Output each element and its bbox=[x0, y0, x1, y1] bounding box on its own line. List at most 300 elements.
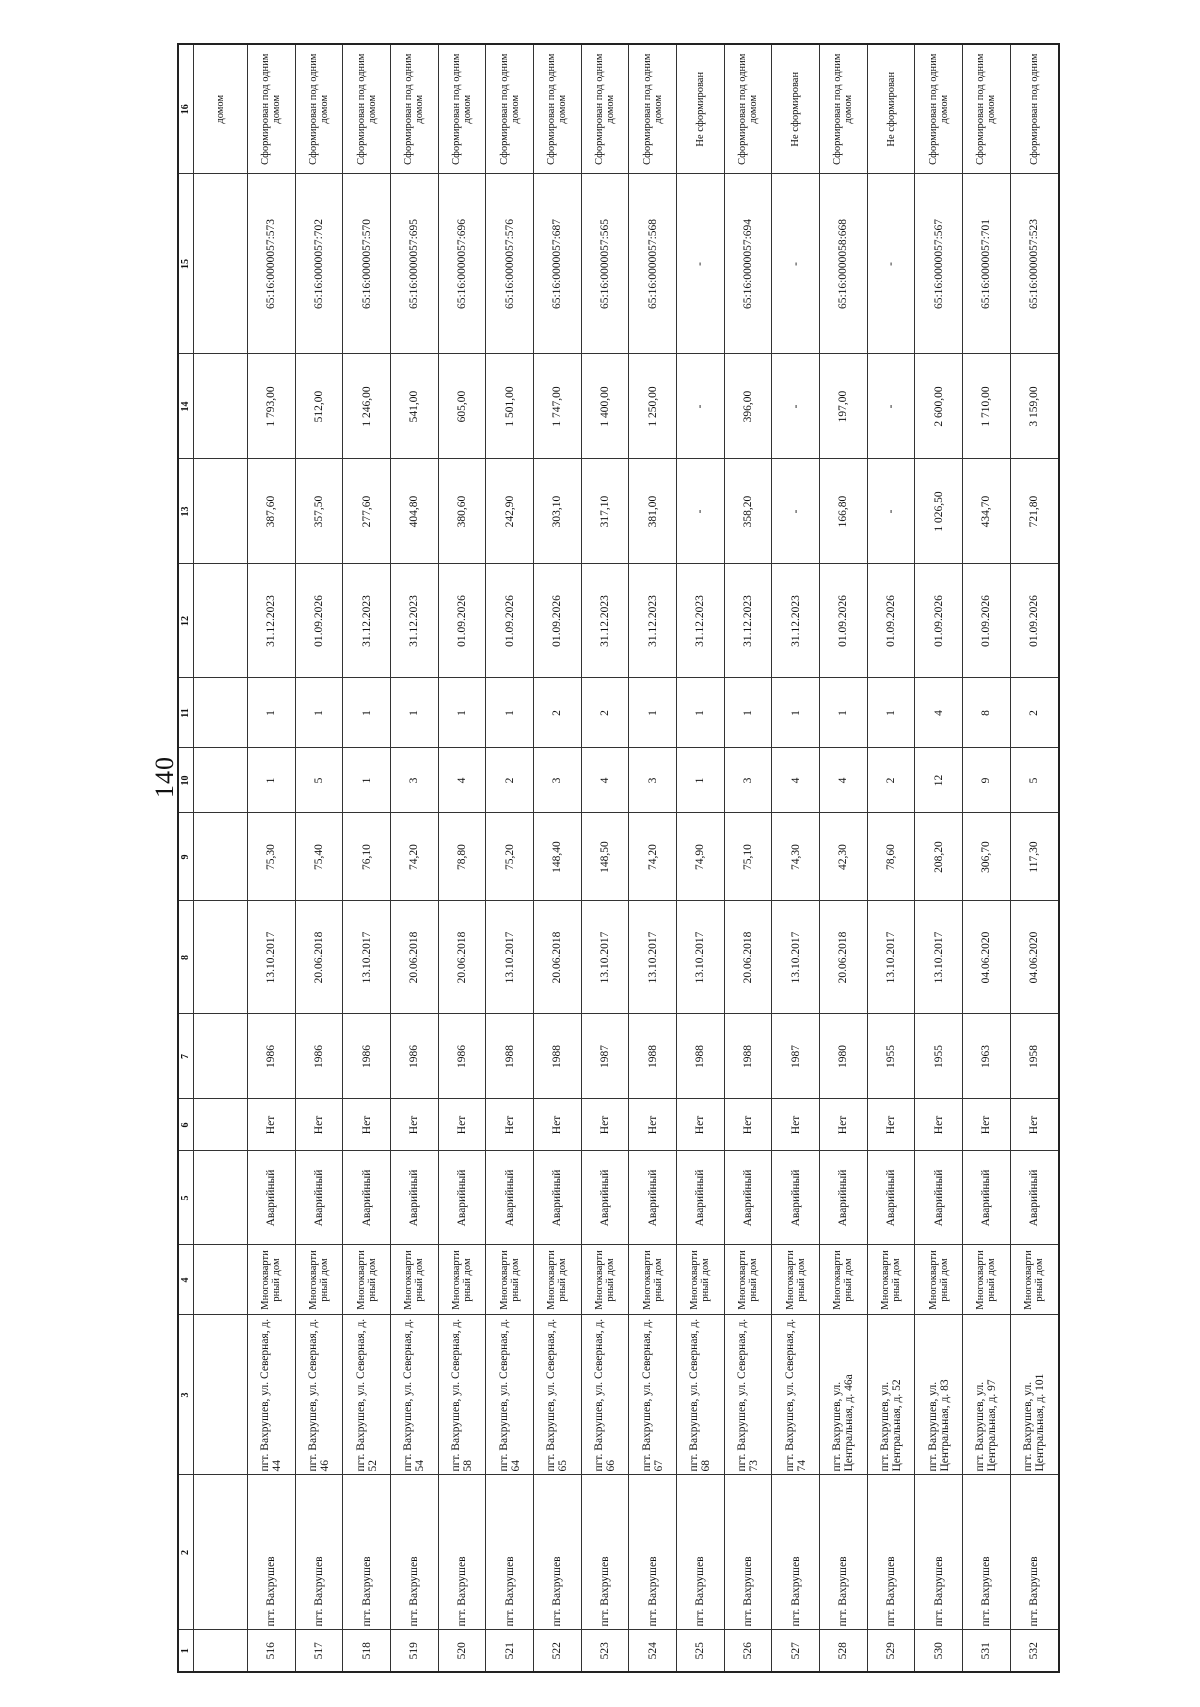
column-number-row bbox=[178, 44, 194, 1672]
land-area-cell: 541,00 bbox=[391, 354, 439, 459]
apartments-cell: 2 bbox=[534, 678, 582, 748]
cadastral-number-cell: 65:16:0000058:668 bbox=[820, 174, 868, 354]
address-cell: пгт. Вахрушев, ул. Центральная, д. 46а bbox=[820, 1315, 868, 1475]
column-number: 16 bbox=[178, 44, 194, 174]
year-cell: 1955 bbox=[867, 1014, 915, 1099]
row-number: 527 bbox=[772, 1630, 820, 1672]
column-number: 9 bbox=[178, 813, 194, 901]
building-type-cell: Многоквартирный дом bbox=[391, 1245, 439, 1315]
land-area-cell: - bbox=[867, 354, 915, 459]
year-cell: 1980 bbox=[820, 1014, 868, 1099]
apartments-cell: 1 bbox=[391, 678, 439, 748]
land-status-cell: Сформирован под одним домом bbox=[248, 44, 296, 174]
flag-cell: Нет bbox=[1010, 1099, 1059, 1151]
building-type-cell: Многоквартирный дом bbox=[915, 1245, 963, 1315]
residents-cell: 3 bbox=[534, 748, 582, 813]
continued-row bbox=[194, 44, 248, 1672]
row-number: 532 bbox=[1010, 1630, 1059, 1672]
date-cell: 20.06.2018 bbox=[534, 901, 582, 1014]
land-area-cell: 1 710,00 bbox=[963, 354, 1011, 459]
area-cell: 78,60 bbox=[867, 813, 915, 901]
address-cell: пгт. Вахрушев, ул. Северная, д. 68 bbox=[677, 1315, 725, 1475]
city-cell: пгт. Вахрушев bbox=[391, 1475, 439, 1630]
apartments-cell: 4 bbox=[915, 678, 963, 748]
flag-cell: Нет bbox=[867, 1099, 915, 1151]
condition-cell: Аварийный bbox=[867, 1151, 915, 1245]
city-cell: пгт. Вахрушев bbox=[915, 1475, 963, 1630]
address-cell: пгт. Вахрушев, ул. Северная, д. 58 bbox=[438, 1315, 486, 1475]
column-number: 14 bbox=[178, 354, 194, 459]
building-type-cell: Многоквартирный дом bbox=[867, 1245, 915, 1315]
table-row bbox=[391, 44, 439, 1672]
area-total-cell: 381,00 bbox=[629, 459, 677, 564]
row-number: 518 bbox=[343, 1630, 391, 1672]
apartments-cell: 2 bbox=[1010, 678, 1059, 748]
land-area-cell: - bbox=[772, 354, 820, 459]
building-type-cell: Многоквартирный дом bbox=[486, 1245, 534, 1315]
table-row bbox=[629, 44, 677, 1672]
date-cell: 04.06.2020 bbox=[1010, 901, 1059, 1014]
row-number: 522 bbox=[534, 1630, 582, 1672]
apartments-cell: 8 bbox=[963, 678, 1011, 748]
area-total-cell: 303,10 bbox=[534, 459, 582, 564]
condition-cell: Аварийный bbox=[677, 1151, 725, 1245]
residents-cell: 2 bbox=[867, 748, 915, 813]
address-cell: пгт. Вахрушев, ул. Центральная, д. 52 bbox=[867, 1315, 915, 1475]
area-cell: 148,50 bbox=[581, 813, 629, 901]
land-status-cell: Сформирован под одним домом bbox=[724, 44, 772, 174]
year-cell: 1958 bbox=[1010, 1014, 1059, 1099]
deadline-cell: 01.09.2026 bbox=[915, 564, 963, 678]
deadline-cell: 31.12.2023 bbox=[581, 564, 629, 678]
row-number: 520 bbox=[438, 1630, 486, 1672]
land-area-cell: 1 400,00 bbox=[581, 354, 629, 459]
cadastral-number-cell: 65:16:0000057:573 bbox=[248, 174, 296, 354]
land-area-cell: 3 159,00 bbox=[1010, 354, 1059, 459]
apartments-cell: 1 bbox=[295, 678, 343, 748]
flag-cell: Нет bbox=[629, 1099, 677, 1151]
land-status-cell: Сформирован под одним домом bbox=[343, 44, 391, 174]
area-cell: 75,20 bbox=[486, 813, 534, 901]
residents-cell: 1 bbox=[248, 748, 296, 813]
year-cell: 1955 bbox=[915, 1014, 963, 1099]
cadastral-number-cell: 65:16:0000057:523 bbox=[1010, 174, 1059, 354]
row-number: 516 bbox=[248, 1630, 296, 1672]
column-number: 1 bbox=[178, 1630, 194, 1672]
date-cell: 13.10.2017 bbox=[629, 901, 677, 1014]
flag-cell: Нет bbox=[534, 1099, 582, 1151]
cadastral-number-cell: 65:16:0000057:687 bbox=[534, 174, 582, 354]
land-status-cell: Сформирован под одним домом bbox=[820, 44, 868, 174]
column-number: 8 bbox=[178, 901, 194, 1014]
land-status-cell: Не сформирован bbox=[677, 44, 725, 174]
area-total-cell: 358,20 bbox=[724, 459, 772, 564]
address-cell: пгт. Вахрушев, ул. Центральная, д. 97 bbox=[963, 1315, 1011, 1475]
area-total-cell: 277,60 bbox=[343, 459, 391, 564]
row-number: 528 bbox=[820, 1630, 868, 1672]
year-cell: 1988 bbox=[486, 1014, 534, 1099]
apartments-cell: 1 bbox=[486, 678, 534, 748]
apartments-cell: 1 bbox=[772, 678, 820, 748]
building-type-cell: Многоквартирный дом bbox=[629, 1245, 677, 1315]
date-cell: 20.06.2018 bbox=[295, 901, 343, 1014]
year-cell: 1988 bbox=[724, 1014, 772, 1099]
area-total-cell: 721,80 bbox=[1010, 459, 1059, 564]
table-row bbox=[295, 44, 343, 1672]
table-row bbox=[581, 44, 629, 1672]
row-number: 525 bbox=[677, 1630, 725, 1672]
land-status-cell: Сформирован под одним домом bbox=[915, 44, 963, 174]
land-area-cell: 396,00 bbox=[724, 354, 772, 459]
deadline-cell: 31.12.2023 bbox=[724, 564, 772, 678]
cadastral-number-cell: 65:16:0000057:696 bbox=[438, 174, 486, 354]
land-status-cell: Сформирован под одним домом bbox=[438, 44, 486, 174]
condition-cell: Аварийный bbox=[820, 1151, 868, 1245]
table-row bbox=[772, 44, 820, 1672]
date-cell: 20.06.2018 bbox=[438, 901, 486, 1014]
cadastral-number-cell: - bbox=[867, 174, 915, 354]
table-row bbox=[534, 44, 582, 1672]
area-total-cell: 166,80 bbox=[820, 459, 868, 564]
table-row bbox=[438, 44, 486, 1672]
address-cell: пгт. Вахрушев, ул. Северная, д. 67 bbox=[629, 1315, 677, 1475]
deadline-cell: 01.09.2026 bbox=[820, 564, 868, 678]
building-type-cell: Многоквартирный дом bbox=[820, 1245, 868, 1315]
row-number: 531 bbox=[963, 1630, 1011, 1672]
area-cell: 117,30 bbox=[1010, 813, 1059, 901]
cadastral-number-cell: 65:16:0000057:695 bbox=[391, 174, 439, 354]
area-total-cell: 434,70 bbox=[963, 459, 1011, 564]
flag-cell: Нет bbox=[343, 1099, 391, 1151]
residents-cell: 3 bbox=[629, 748, 677, 813]
year-cell: 1988 bbox=[629, 1014, 677, 1099]
residents-cell: 5 bbox=[295, 748, 343, 813]
flag-cell: Нет bbox=[677, 1099, 725, 1151]
table-row bbox=[867, 44, 915, 1672]
flag-cell: Нет bbox=[486, 1099, 534, 1151]
row-number: 529 bbox=[867, 1630, 915, 1672]
date-cell: 13.10.2017 bbox=[248, 901, 296, 1014]
apartments-cell: 1 bbox=[867, 678, 915, 748]
land-area-cell: 1 501,00 bbox=[486, 354, 534, 459]
deadline-cell: 01.09.2026 bbox=[295, 564, 343, 678]
apartments-cell: 1 bbox=[438, 678, 486, 748]
land-area-cell: - bbox=[677, 354, 725, 459]
deadline-cell: 31.12.2023 bbox=[677, 564, 725, 678]
row-number: 526 bbox=[724, 1630, 772, 1672]
condition-cell: Аварийный bbox=[724, 1151, 772, 1245]
residents-cell: 2 bbox=[486, 748, 534, 813]
condition-cell: Аварийный bbox=[391, 1151, 439, 1245]
residents-cell: 4 bbox=[438, 748, 486, 813]
flag-cell: Нет bbox=[820, 1099, 868, 1151]
year-cell: 1986 bbox=[438, 1014, 486, 1099]
deadline-cell: 01.09.2026 bbox=[486, 564, 534, 678]
table-row bbox=[677, 44, 725, 1672]
address-cell: пгт. Вахрушев, ул. Северная, д. 52 bbox=[343, 1315, 391, 1475]
land-area-cell: 1 246,00 bbox=[343, 354, 391, 459]
cadastral-number-cell: 65:16:0000057:702 bbox=[295, 174, 343, 354]
condition-cell: Аварийный bbox=[581, 1151, 629, 1245]
apartments-cell: 1 bbox=[820, 678, 868, 748]
condition-cell: Аварийный bbox=[534, 1151, 582, 1245]
city-cell: пгт. Вахрушев bbox=[677, 1475, 725, 1630]
area-total-cell: 317,10 bbox=[581, 459, 629, 564]
flag-cell: Нет bbox=[295, 1099, 343, 1151]
condition-cell: Аварийный bbox=[343, 1151, 391, 1245]
land-status-cell: Сформирован под одним домом bbox=[486, 44, 534, 174]
deadline-cell: 31.12.2023 bbox=[629, 564, 677, 678]
column-number: 7 bbox=[178, 1014, 194, 1099]
year-cell: 1963 bbox=[963, 1014, 1011, 1099]
address-cell: пгт. Вахрушев, ул. Северная, д. 64 bbox=[486, 1315, 534, 1475]
apartments-cell: 1 bbox=[677, 678, 725, 748]
residents-cell: 5 bbox=[1010, 748, 1059, 813]
table-row bbox=[915, 44, 963, 1672]
condition-cell: Аварийный bbox=[438, 1151, 486, 1245]
date-cell: 13.10.2017 bbox=[772, 901, 820, 1014]
flag-cell: Нет bbox=[963, 1099, 1011, 1151]
row-number: 524 bbox=[629, 1630, 677, 1672]
residents-cell: 3 bbox=[724, 748, 772, 813]
continued-cell: домом bbox=[194, 44, 248, 174]
land-status-cell: Сформирован под одним домом bbox=[534, 44, 582, 174]
area-total-cell: - bbox=[867, 459, 915, 564]
area-cell: 306,70 bbox=[963, 813, 1011, 901]
address-cell: пгт. Вахрушев, ул. Центральная, д. 83 bbox=[915, 1315, 963, 1475]
year-cell: 1987 bbox=[581, 1014, 629, 1099]
city-cell: пгт. Вахрушев bbox=[581, 1475, 629, 1630]
condition-cell: Аварийный bbox=[915, 1151, 963, 1245]
rotated-table-wrapper bbox=[177, 45, 1060, 1673]
year-cell: 1988 bbox=[534, 1014, 582, 1099]
area-cell: 42,30 bbox=[820, 813, 868, 901]
table-body bbox=[178, 44, 1059, 1672]
year-cell: 1987 bbox=[772, 1014, 820, 1099]
city-cell: пгт. Вахрушев bbox=[343, 1475, 391, 1630]
column-number: 4 bbox=[178, 1245, 194, 1315]
column-number: 3 bbox=[178, 1315, 194, 1475]
date-cell: 20.06.2018 bbox=[724, 901, 772, 1014]
city-cell: пгт. Вахрушев bbox=[486, 1475, 534, 1630]
housing-table bbox=[177, 43, 1060, 1673]
column-number: 5 bbox=[178, 1151, 194, 1245]
land-area-cell: 1 250,00 bbox=[629, 354, 677, 459]
city-cell: пгт. Вахрушев bbox=[248, 1475, 296, 1630]
condition-cell: Аварийный bbox=[772, 1151, 820, 1245]
area-cell: 74,20 bbox=[629, 813, 677, 901]
row-number: 530 bbox=[915, 1630, 963, 1672]
residents-cell: 4 bbox=[772, 748, 820, 813]
deadline-cell: 01.09.2026 bbox=[867, 564, 915, 678]
land-status-cell: Сформирован под одним bbox=[1010, 44, 1059, 174]
column-number: 6 bbox=[178, 1099, 194, 1151]
address-cell: пгт. Вахрушев, ул. Центральная, д. 101 bbox=[1010, 1315, 1059, 1475]
city-cell: пгт. Вахрушев bbox=[629, 1475, 677, 1630]
table-row bbox=[343, 44, 391, 1672]
area-cell: 78,80 bbox=[438, 813, 486, 901]
area-total-cell: 357,50 bbox=[295, 459, 343, 564]
area-total-cell: 387,60 bbox=[248, 459, 296, 564]
date-cell: 13.10.2017 bbox=[343, 901, 391, 1014]
apartments-cell: 1 bbox=[248, 678, 296, 748]
city-cell: пгт. Вахрушев bbox=[724, 1475, 772, 1630]
address-cell: пгт. Вахрушев, ул. Северная, д. 44 bbox=[248, 1315, 296, 1475]
cadastral-number-cell: 65:16:0000057:565 bbox=[581, 174, 629, 354]
land-area-cell: 1 747,00 bbox=[534, 354, 582, 459]
apartments-cell: 1 bbox=[724, 678, 772, 748]
residents-cell: 12 bbox=[915, 748, 963, 813]
deadline-cell: 01.09.2026 bbox=[438, 564, 486, 678]
building-type-cell: Многоквартирный дом bbox=[248, 1245, 296, 1315]
table-row bbox=[963, 44, 1011, 1672]
city-cell: пгт. Вахрушев bbox=[295, 1475, 343, 1630]
building-type-cell: Многоквартирный дом bbox=[534, 1245, 582, 1315]
land-area-cell: 2 600,00 bbox=[915, 354, 963, 459]
address-cell: пгт. Вахрушев, ул. Северная, д. 74 bbox=[772, 1315, 820, 1475]
deadline-cell: 01.09.2026 bbox=[534, 564, 582, 678]
cadastral-number-cell: 65:16:0000057:701 bbox=[963, 174, 1011, 354]
condition-cell: Аварийный bbox=[629, 1151, 677, 1245]
residents-cell: 9 bbox=[963, 748, 1011, 813]
column-number: 13 bbox=[178, 459, 194, 564]
building-type-cell: Многоквартирный дом bbox=[295, 1245, 343, 1315]
condition-cell: Аварийный bbox=[1010, 1151, 1059, 1245]
column-number: 10 bbox=[178, 748, 194, 813]
land-area-cell: 197,00 bbox=[820, 354, 868, 459]
area-cell: 74,20 bbox=[391, 813, 439, 901]
area-total-cell: 380,60 bbox=[438, 459, 486, 564]
area-cell: 208,20 bbox=[915, 813, 963, 901]
residents-cell: 4 bbox=[820, 748, 868, 813]
condition-cell: Аварийный bbox=[248, 1151, 296, 1245]
building-type-cell: Многоквартирный дом bbox=[581, 1245, 629, 1315]
area-cell: 75,10 bbox=[724, 813, 772, 901]
date-cell: 13.10.2017 bbox=[867, 901, 915, 1014]
page-number: 140 bbox=[150, 756, 179, 798]
apartments-cell: 2 bbox=[581, 678, 629, 748]
city-cell: пгт. Вахрушев bbox=[963, 1475, 1011, 1630]
address-cell: пгт. Вахрушев, ул. Северная, д. 73 bbox=[724, 1315, 772, 1475]
cadastral-number-cell: 65:16:0000057:694 bbox=[724, 174, 772, 354]
date-cell: 20.06.2018 bbox=[391, 901, 439, 1014]
cadastral-number-cell: - bbox=[677, 174, 725, 354]
condition-cell: Аварийный bbox=[963, 1151, 1011, 1245]
city-cell: пгт. Вахрушев bbox=[1010, 1475, 1059, 1630]
land-status-cell: Сформирован под одним домом bbox=[629, 44, 677, 174]
table-row bbox=[248, 44, 296, 1672]
building-type-cell: Многоквартирный дом bbox=[724, 1245, 772, 1315]
cadastral-number-cell: - bbox=[772, 174, 820, 354]
address-cell: пгт. Вахрушев, ул. Северная, д. 65 bbox=[534, 1315, 582, 1475]
land-status-cell: Сформирован под одним домом bbox=[581, 44, 629, 174]
row-number: 523 bbox=[581, 1630, 629, 1672]
building-type-cell: Многоквартирный дом bbox=[1010, 1245, 1059, 1315]
residents-cell: 1 bbox=[343, 748, 391, 813]
date-cell: 13.10.2017 bbox=[486, 901, 534, 1014]
cadastral-number-cell: 65:16:0000057:570 bbox=[343, 174, 391, 354]
flag-cell: Нет bbox=[248, 1099, 296, 1151]
flag-cell: Нет bbox=[724, 1099, 772, 1151]
area-cell: 76,10 bbox=[343, 813, 391, 901]
deadline-cell: 01.09.2026 bbox=[1010, 564, 1059, 678]
land-area-cell: 605,00 bbox=[438, 354, 486, 459]
area-cell: 75,40 bbox=[295, 813, 343, 901]
table-row bbox=[724, 44, 772, 1672]
table-row bbox=[1010, 44, 1059, 1672]
area-total-cell: 404,80 bbox=[391, 459, 439, 564]
year-cell: 1988 bbox=[677, 1014, 725, 1099]
deadline-cell: 31.12.2023 bbox=[772, 564, 820, 678]
cadastral-number-cell: 65:16:0000057:576 bbox=[486, 174, 534, 354]
apartments-cell: 1 bbox=[343, 678, 391, 748]
area-total-cell: 1 026,50 bbox=[915, 459, 963, 564]
flag-cell: Нет bbox=[438, 1099, 486, 1151]
flag-cell: Нет bbox=[915, 1099, 963, 1151]
building-type-cell: Многоквартирный дом bbox=[343, 1245, 391, 1315]
land-status-cell: Сформирован под одним домом bbox=[391, 44, 439, 174]
table-row bbox=[486, 44, 534, 1672]
city-cell: пгт. Вахрушев bbox=[772, 1475, 820, 1630]
condition-cell: Аварийный bbox=[295, 1151, 343, 1245]
cadastral-number-cell: 65:16:0000057:568 bbox=[629, 174, 677, 354]
area-cell: 74,30 bbox=[772, 813, 820, 901]
year-cell: 1986 bbox=[343, 1014, 391, 1099]
land-area-cell: 512,00 bbox=[295, 354, 343, 459]
deadline-cell: 31.12.2023 bbox=[248, 564, 296, 678]
table-row bbox=[820, 44, 868, 1672]
deadline-cell: 31.12.2023 bbox=[391, 564, 439, 678]
deadline-cell: 31.12.2023 bbox=[343, 564, 391, 678]
building-type-cell: Многоквартирный дом bbox=[438, 1245, 486, 1315]
building-type-cell: Многоквартирный дом bbox=[677, 1245, 725, 1315]
land-status-cell: Не сформирован bbox=[867, 44, 915, 174]
column-number: 12 bbox=[178, 564, 194, 678]
building-type-cell: Многоквартирный дом bbox=[963, 1245, 1011, 1315]
residents-cell: 3 bbox=[391, 748, 439, 813]
land-status-cell: Сформирован под одним домом bbox=[295, 44, 343, 174]
year-cell: 1986 bbox=[295, 1014, 343, 1099]
date-cell: 04.06.2020 bbox=[963, 901, 1011, 1014]
area-cell: 148,40 bbox=[534, 813, 582, 901]
flag-cell: Нет bbox=[772, 1099, 820, 1151]
flag-cell: Нет bbox=[391, 1099, 439, 1151]
date-cell: 13.10.2017 bbox=[915, 901, 963, 1014]
column-number: 11 bbox=[178, 678, 194, 748]
year-cell: 1986 bbox=[391, 1014, 439, 1099]
city-cell: пгт. Вахрушев bbox=[867, 1475, 915, 1630]
address-cell: пгт. Вахрушев, ул. Северная, д. 46 bbox=[295, 1315, 343, 1475]
area-total-cell: 242,90 bbox=[486, 459, 534, 564]
city-cell: пгт. Вахрушев bbox=[438, 1475, 486, 1630]
land-status-cell: Сформирован под одним домом bbox=[963, 44, 1011, 174]
flag-cell: Нет bbox=[581, 1099, 629, 1151]
date-cell: 13.10.2017 bbox=[677, 901, 725, 1014]
row-number: 517 bbox=[295, 1630, 343, 1672]
building-type-cell: Многоквартирный дом bbox=[772, 1245, 820, 1315]
residents-cell: 1 bbox=[677, 748, 725, 813]
land-status-cell: Не сформирован bbox=[772, 44, 820, 174]
address-cell: пгт. Вахрушев, ул. Северная, д. 54 bbox=[391, 1315, 439, 1475]
area-total-cell: - bbox=[772, 459, 820, 564]
residents-cell: 4 bbox=[581, 748, 629, 813]
row-number: 521 bbox=[486, 1630, 534, 1672]
land-area-cell: 1 793,00 bbox=[248, 354, 296, 459]
deadline-cell: 01.09.2026 bbox=[963, 564, 1011, 678]
year-cell: 1986 bbox=[248, 1014, 296, 1099]
condition-cell: Аварийный bbox=[486, 1151, 534, 1245]
address-cell: пгт. Вахрушев, ул. Северная, д. 66 bbox=[581, 1315, 629, 1475]
